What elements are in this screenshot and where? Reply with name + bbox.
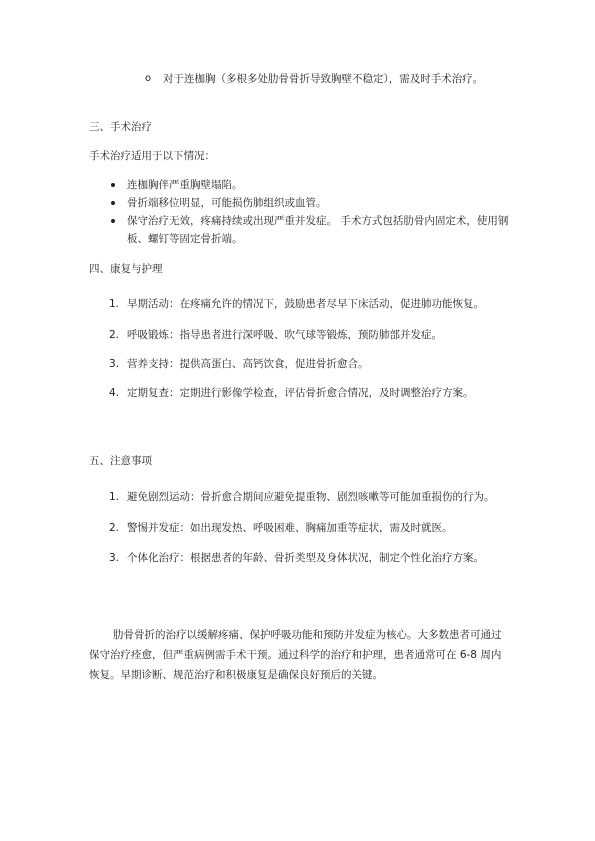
list-item-text: 警惕并发症：如出现发热、呼吸困难、胸痛加重等症状，需及时就医。: [127, 522, 453, 534]
list-item-number: 4.: [109, 387, 120, 399]
bullet-icon: [111, 183, 115, 187]
precautions-numbered-list: [109, 487, 514, 580]
list-item-text: 连枷胸伴严重胸壁塌陷。: [127, 179, 243, 191]
closing-paragraph: 肋骨骨折的治疗以缓解疼痛、保护呼吸功能和预防并发症为核心。大多数患者可通过保守治疗痊愈，但严重病例需手术干预。通过科学的治疗和护理，患者通常可在 6-8 周内恢复。早期诊断、规范治疗和积极康复是确保良好预后的关键。: [89, 629, 502, 681]
list-item: [109, 355, 514, 373]
list-item: [109, 519, 514, 537]
list-item-text: 早期活动：在疼痛允许的情况下，鼓励患者尽早下床活动，促进肺功能恢复。: [127, 298, 484, 310]
sub-list-item-text: 对于连枷胸（多根多处肋骨骨折导致胸壁不稳定），需及时手术治疗。: [163, 73, 484, 85]
section-heading-surgery: 三、手术治疗: [89, 121, 152, 133]
section-intro-surgery: 手术治疗适用于以下情况：: [89, 150, 215, 162]
list-item-number: 1.: [109, 491, 120, 503]
list-item-number: 2.: [109, 329, 120, 341]
list-item-text: 呼吸锻炼：指导患者进行深呼吸、吹气球等锻炼，预防肺部并发症。: [127, 329, 442, 341]
list-item-text: 营养支持：提供高蛋白、高钙饮食，促进骨折愈合。: [127, 358, 369, 370]
list-item: [109, 384, 514, 402]
sub-list-item: [145, 70, 525, 88]
list-item: [109, 548, 514, 569]
list-item: [109, 294, 514, 315]
list-item-text: 骨折端移位明显，可能损伤肺组织或血管。: [127, 197, 327, 209]
list-item-number: 1.: [109, 298, 120, 310]
list-item-number: 2.: [109, 522, 120, 534]
list-item-text: 保守治疗无效，疼痛持续或出现严重并发症。 手术方式包括肋骨内固定术，使用钢板、螺钉等固定骨折端。: [127, 215, 509, 245]
list-item: [109, 176, 514, 194]
rehab-numbered-list: [109, 294, 514, 413]
list-item-number: 3.: [109, 552, 120, 564]
circle-bullet-icon: o: [145, 73, 152, 84]
list-item: [109, 212, 514, 248]
surgery-bullet-list: [109, 176, 514, 248]
bullet-icon: [111, 219, 115, 223]
list-item-text: 定期复查：定期进行影像学检查，评估骨折愈合情况，及时调整治疗方案。: [127, 387, 474, 399]
list-item: [109, 487, 514, 508]
list-item: [109, 326, 514, 344]
list-item-text: 避免剧烈运动：骨折愈合期间应避免提重物、剧烈咳嗽等可能加重损伤的行为。: [127, 491, 495, 503]
list-item-text: 个体化治疗：根据患者的年龄、骨折类型及身体状况，制定个性化治疗方案。: [127, 552, 484, 564]
section-heading-precautions: 五、注意事项: [89, 455, 152, 467]
section-heading-rehab: 四、康复与护理: [89, 263, 163, 275]
list-item: [109, 194, 514, 212]
bullet-icon: [111, 201, 115, 205]
list-item-number: 3.: [109, 358, 120, 370]
